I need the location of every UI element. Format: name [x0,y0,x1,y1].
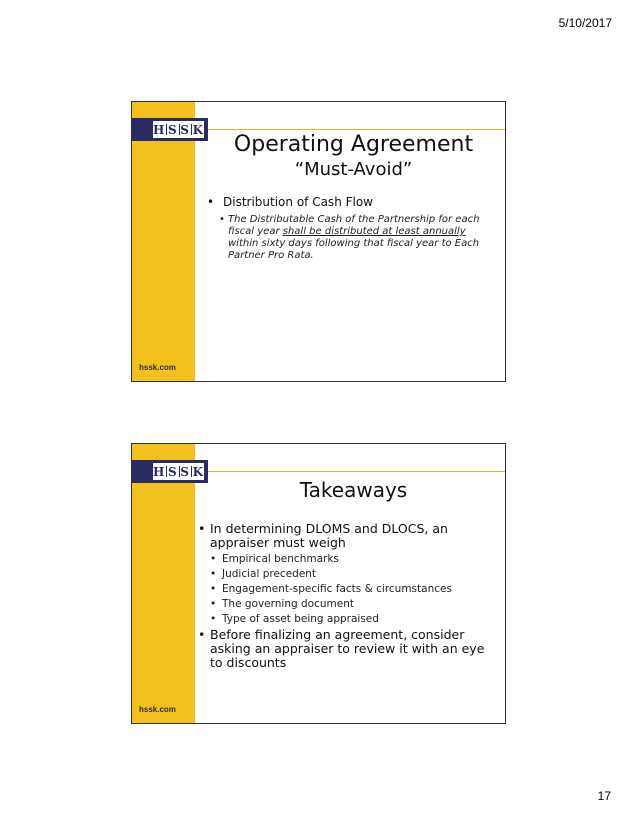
logo-letter: S [180,464,190,479]
bullet-item: • Before finalizing an agreement, consider asking an appraiser to review it with an eye to discounts [198,627,485,670]
sub-bullet-text: The governing document [222,598,354,610]
logo-letter: K [192,464,204,479]
hssk-logo [132,118,208,141]
sub-bullet-item: • Type of asset being appraised [210,613,379,625]
sub-bullet-text: Engagement-specific facts & circumstances [222,583,452,595]
sub-bullet-text: Empirical benchmarks [222,553,339,565]
header-rule [208,129,505,130]
logo-letter: S [167,122,178,137]
slide-subtitle: “Must-Avoid” [294,159,413,180]
sub-bullet-item: • Empirical benchmarks [210,553,339,565]
slide-title: Operating Agreement [233,132,474,157]
slide-operating-agreement [131,101,506,382]
slide-takeaways [131,443,506,724]
site-label: hssk.com [139,363,176,372]
logo-letter: H [153,122,166,137]
logo-letter: S [167,464,178,479]
page-date: 5/10/2017 [558,16,612,30]
slide-sidebar [132,444,195,723]
bullet-text: Before finalizing an agreement, consider asking an appraiser to review it with an eye to discounts [210,627,485,670]
slide-title: Takeaways [299,478,408,502]
logo-letter: H [153,464,166,479]
logo-letter: K [192,122,204,137]
bullet-item: • Distribution of Cash Flow [207,195,373,209]
sub-bullet-text: Type of asset being appraised [222,613,379,625]
page-number: 17 [597,789,611,803]
header-rule [208,471,505,472]
slide-sidebar [132,102,195,381]
bullet-item: • In determining DLOMS and DLOCS, an appraiser must weigh [198,521,448,550]
sub-bullet-item: • The governing document [210,598,354,610]
sub-text-underlined: shall be distributed at least annually [282,226,466,237]
sub-text-suffix: within sixty days following that fiscal year to Each Partner Pro Rata. [228,238,480,261]
hssk-logo [132,460,208,483]
takeaways-list [198,522,498,673]
sub-bullet-item: • Judicial precedent [210,568,317,580]
site-label: hssk.com [139,705,176,714]
sub-bullet-text: Judicial precedent [222,568,317,580]
sub-bullet-item: • The Distributable Cash of the Partnership for each fiscal year shall be distributed at least annually within sixty days following that fiscal year to Each Partner Pro Rata. [219,214,480,261]
sub-text-prefix: The Distributable Cash of the Partnership for each fiscal year [228,214,480,237]
sub-bullet-item: • Engagement-specific facts & circumstances [210,583,452,595]
bullet-text: Distribution of Cash Flow [223,195,373,209]
logo-letter: S [180,122,190,137]
bullet-text: In determining DLOMS and DLOCS, an appraiser must weigh [210,521,448,550]
